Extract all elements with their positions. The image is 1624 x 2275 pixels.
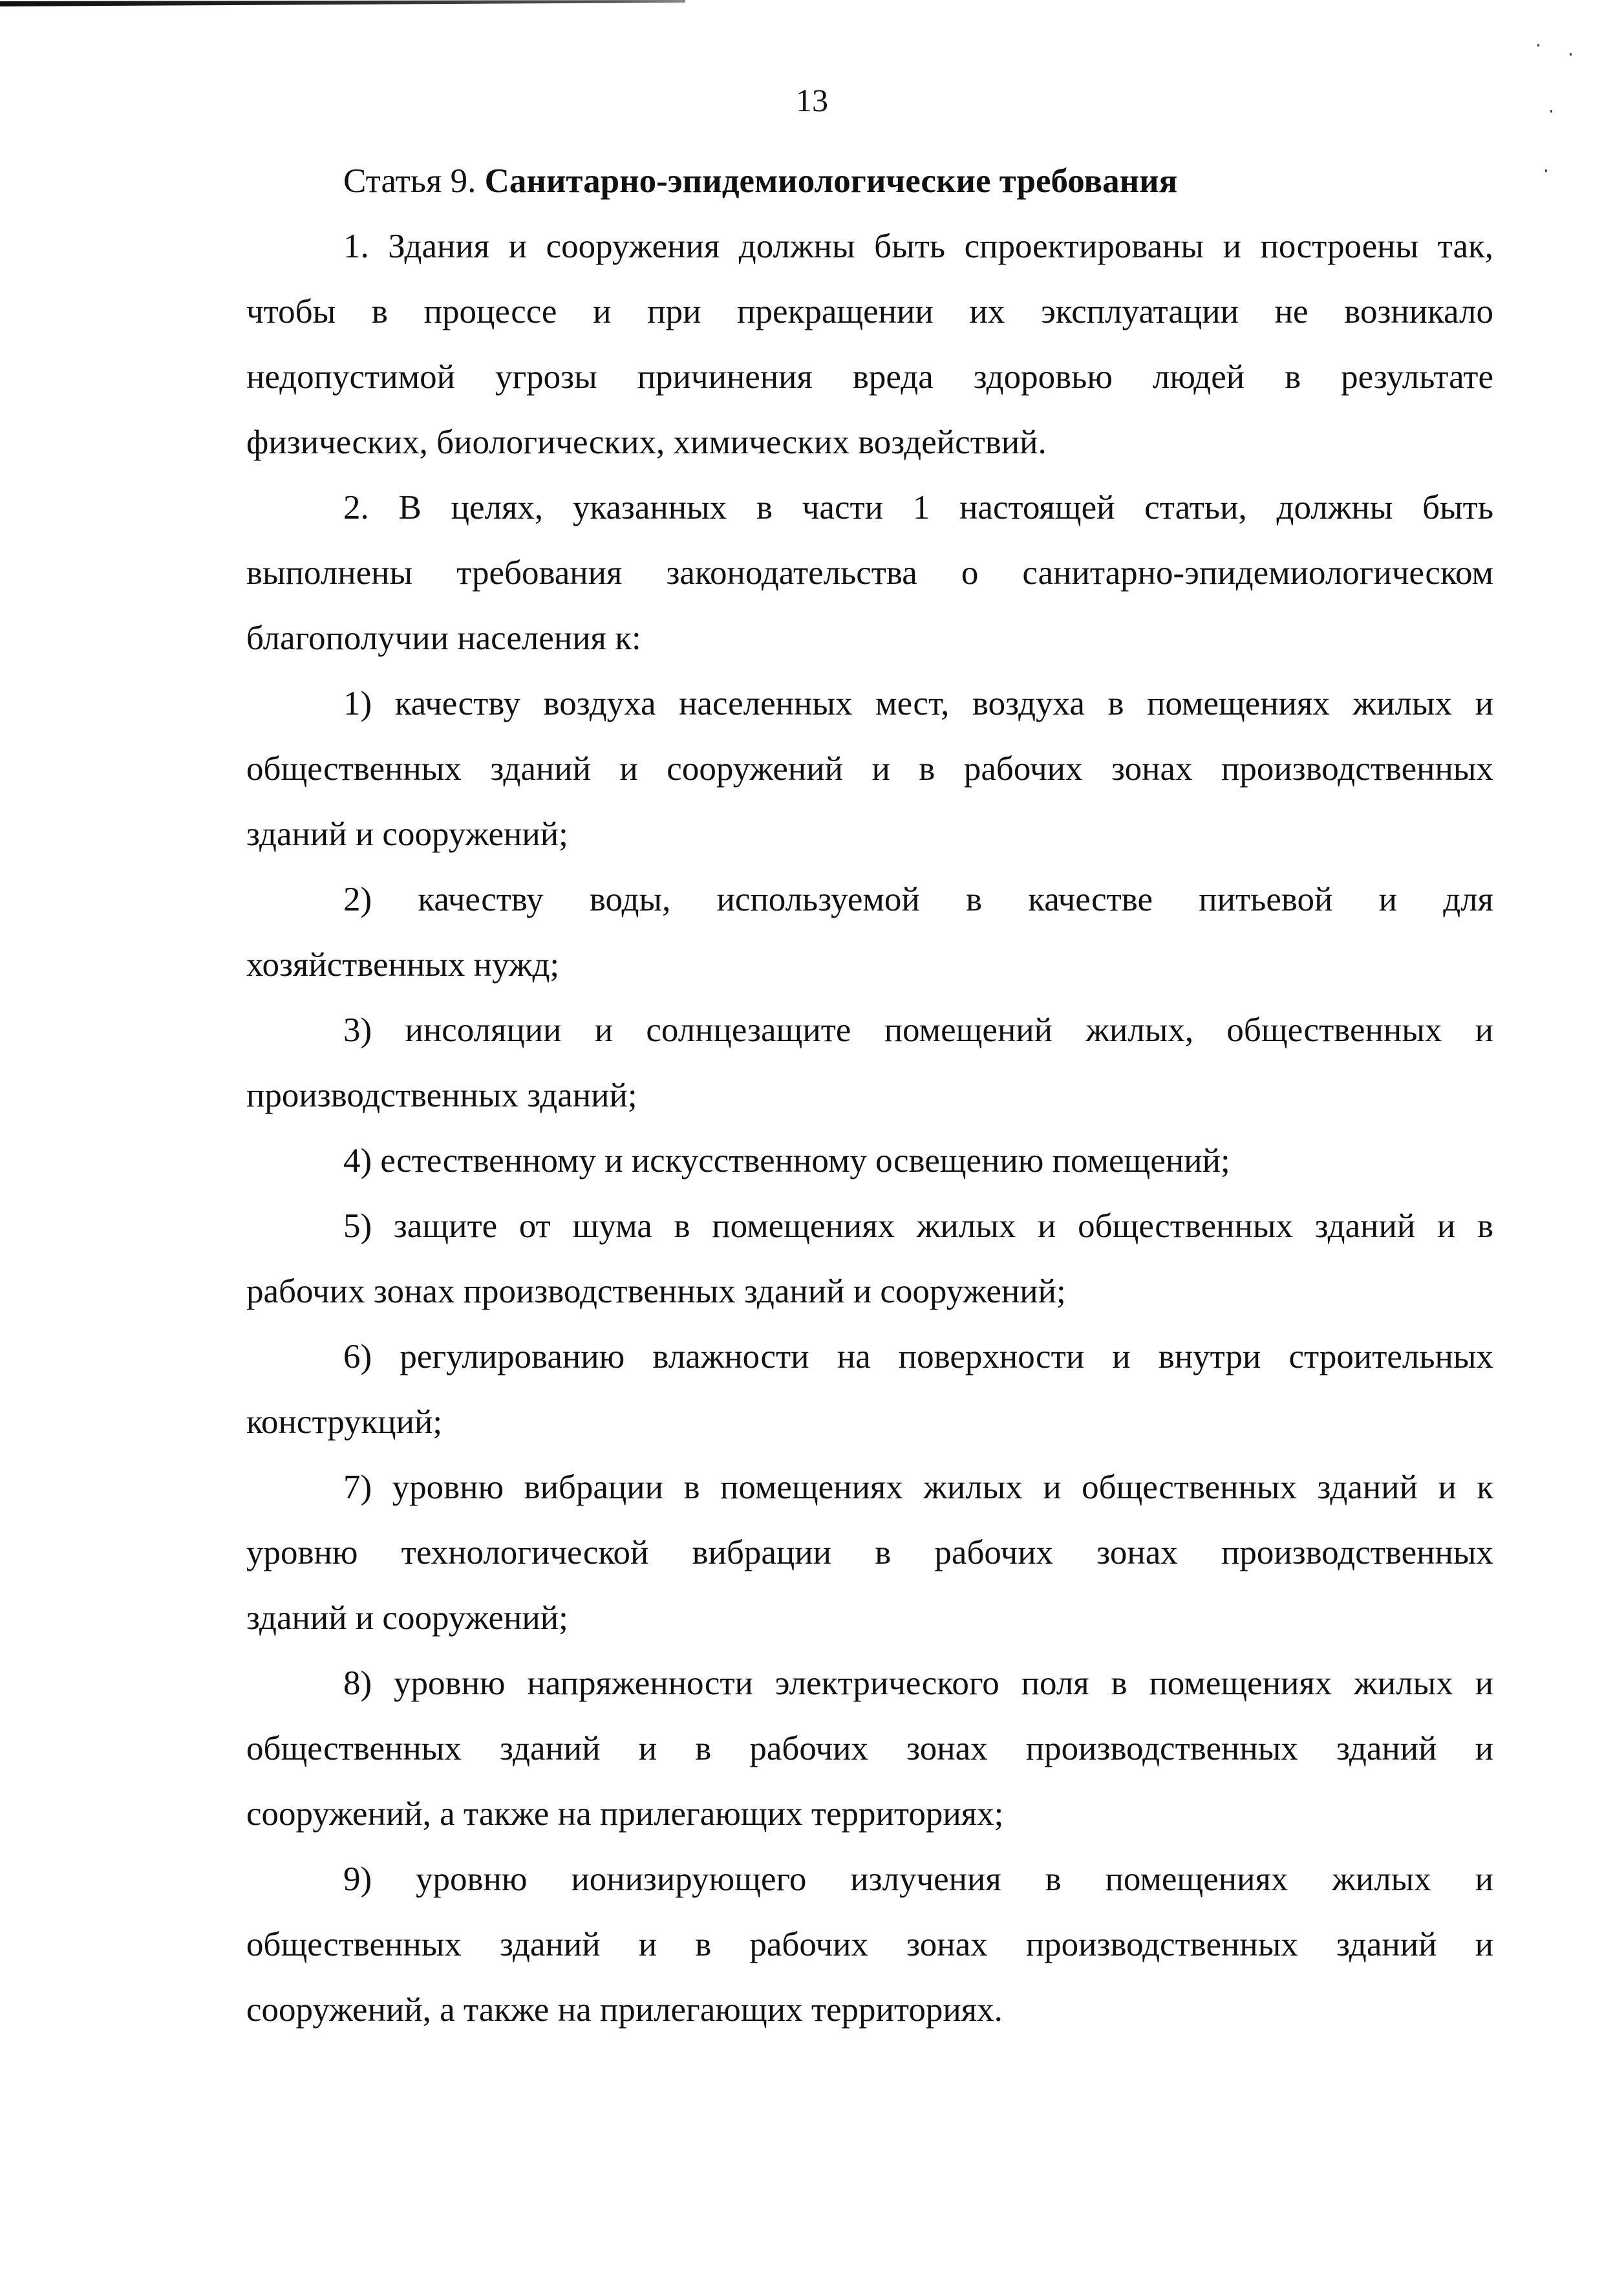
list-item — [246, 1128, 1493, 1194]
article-title: Санитарно-эпидемиологические требования — [484, 162, 1178, 200]
list-item — [246, 998, 1493, 1128]
list-item — [246, 1194, 1493, 1324]
text-line: зданий и сооружений; — [246, 815, 568, 853]
text-line: 2. В целях, указанных в части 1 настоящей статьи, должны быть — [343, 489, 1493, 526]
text-line: рабочих зонах производственных зданий и сооружений; — [246, 1273, 1066, 1310]
scan-speck — [1537, 44, 1539, 47]
text-line: 8) уровню напряженности электрического поля в помещениях жилых и — [343, 1665, 1493, 1702]
text-line: сооружений, а также на прилегающих территориях. — [246, 1991, 1003, 2029]
text-line: общественных зданий и в рабочих зонах производственных зданий и — [246, 1730, 1493, 1767]
text-line: производственных зданий; — [246, 1077, 637, 1114]
paragraph — [246, 475, 1493, 671]
list-item — [246, 1651, 1493, 1847]
text-line: хозяйственных нужд; — [246, 946, 560, 984]
paragraph — [246, 214, 1493, 475]
text-line: зданий и сооружений; — [246, 1599, 568, 1637]
list-item — [246, 1847, 1493, 2043]
text-line: благополучии населения к: — [246, 620, 641, 657]
page-number: 13 — [796, 82, 828, 118]
scan-speck — [1545, 169, 1547, 172]
text-line: 9) уровню ионизирующего излучения в помещениях жилых и — [343, 1860, 1493, 1898]
scan-artifact-line — [0, 0, 685, 6]
text-line: чтобы в процессе и при прекращении их эксплуатации не возникало — [246, 293, 1493, 330]
text-line: общественных зданий и в рабочих зонах производственных зданий и — [246, 1926, 1493, 1963]
list-item — [246, 671, 1493, 867]
scan-speck — [1570, 53, 1572, 56]
text-line: общественных зданий и сооружений и в рабочих зонах производственных — [246, 750, 1493, 788]
document-body — [246, 149, 1493, 2043]
text-line: 3) инсоляции и солнцезащите помещений жилых, общественных и — [343, 1011, 1493, 1049]
list-item — [246, 1455, 1493, 1651]
article-number: Статья 9. — [343, 162, 476, 200]
list-item — [246, 1324, 1493, 1455]
text-line: 7) уровню вибрации в помещениях жилых и общественных зданий и к — [343, 1469, 1493, 1506]
list-item — [246, 867, 1493, 998]
text-line: физических, биологических, химических воздействий. — [246, 424, 1047, 461]
text-line: уровню технологической вибрации в рабочих зонах производственных — [246, 1534, 1493, 1571]
text-line: 5) защите от шума в помещениях жилых и общественных зданий и в — [343, 1207, 1493, 1245]
text-line: конструкций; — [246, 1403, 443, 1441]
text-line: 2) качеству воды, используемой в качестве питьевой и для — [343, 881, 1493, 918]
text-line: 6) регулированию влажности на поверхности и внутри строительных — [343, 1338, 1493, 1375]
article-heading — [246, 149, 1493, 214]
text-line: 1. Здания и сооружения должны быть спроектированы и построены так, — [343, 228, 1493, 265]
text-line: 1) качеству воздуха населенных мест, воздуха в помещениях жилых и — [343, 685, 1493, 722]
text-line: недопустимой угрозы причинения вреда здоровью людей в результате — [246, 358, 1493, 396]
text-line: выполнены требования законодательства о санитарно-эпидемиологическом — [246, 554, 1493, 592]
text-line: сооружений, а также на прилегающих территориях; — [246, 1795, 1004, 1833]
text-line: 4) естественному и искусственному освещению помещений; — [343, 1142, 1230, 1180]
